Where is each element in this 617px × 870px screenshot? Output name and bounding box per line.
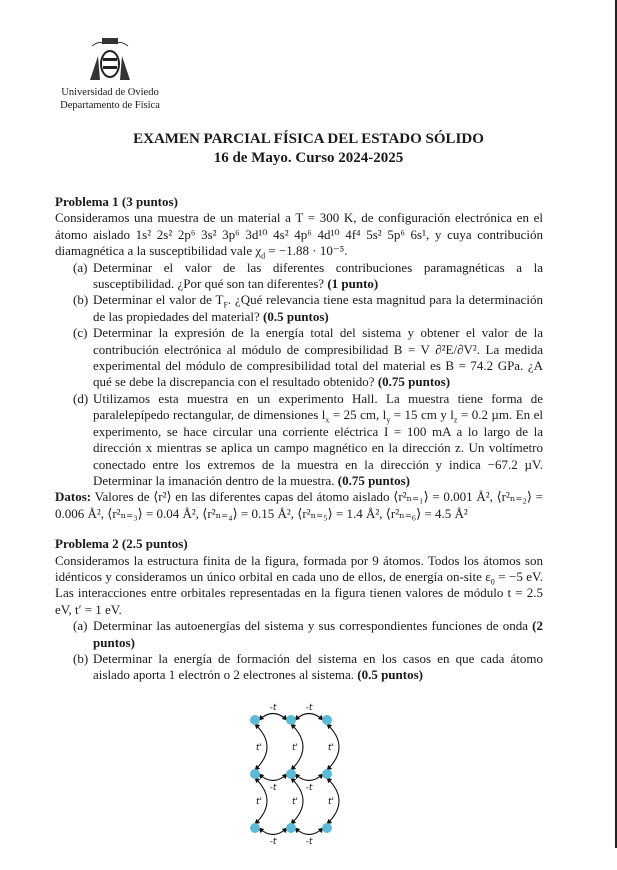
atom-node — [322, 715, 332, 725]
item-points: (1 punto) — [327, 276, 379, 292]
department-name: Departamento de Física — [60, 100, 160, 111]
institution-info — [40, 86, 180, 112]
problem-2-item-b — [55, 651, 543, 684]
problem-1-data — [55, 489, 543, 522]
subscript: F — [223, 301, 228, 311]
exam-title-line2: 16 de Mayo. Curso 2024-2025 — [213, 150, 404, 166]
hopping-t-label: -t — [269, 836, 277, 847]
item-points: (0.75 puntos) — [337, 472, 410, 488]
hopping-t-arc — [295, 774, 323, 781]
item-label: (d) — [73, 390, 89, 406]
hopping-t-arc — [259, 774, 287, 781]
page-header — [40, 36, 180, 112]
item-points: (0.5 puntos) — [357, 667, 423, 683]
atom-node — [250, 715, 260, 725]
problem-1-item-c — [55, 325, 543, 391]
university-name: Universidad de Oviedo — [61, 87, 159, 98]
item-label: (b) — [73, 292, 89, 308]
item-label: (a) — [73, 618, 88, 634]
problem-1-item-d — [55, 391, 543, 489]
item-text: Determinar las autoenergías del sistema y sus correspondientes funciones de onda — [93, 618, 533, 634]
hopping-tprime-label: t' — [327, 742, 335, 753]
problem-1-intro — [55, 210, 543, 259]
hopping-t-arc — [295, 828, 323, 835]
atom-node — [286, 769, 296, 779]
subscript: d — [261, 251, 266, 261]
problem-2-item-a — [55, 618, 543, 651]
data-label: Datos: — [55, 489, 92, 505]
problem-2-heading: Problema 2 (2.5 puntos) — [55, 536, 188, 552]
hopping-t-label: -t — [305, 702, 313, 713]
exam-title — [0, 130, 617, 168]
hopping-t-label: -t — [269, 782, 277, 793]
atom-lattice-diagram — [240, 700, 370, 850]
intro-text: = −1.88 · 10⁻⁵. — [265, 243, 348, 259]
data-text: Valores de ⟨r²⟩ en las diferentes capas del átomo aislado ⟨r²ₙ₌₁⟩ = 0.001 Å², ⟨r²ₙ₌₂⟩ = 0.006 Å², ⟨r²ₙ₌₃⟩ = 0.04 Å², ⟨r²ₙ₌₄⟩ = 0.15 Å², ⟨r²ₙ₌₅⟩ = 1.4 Å², ⟨r²ₙ₌₆⟩ = 4.5 Å² — [55, 489, 543, 521]
atom-node — [250, 823, 260, 833]
atom-node — [250, 769, 260, 779]
problem-2-intro — [55, 553, 543, 619]
hopping-t-label: -t — [269, 702, 277, 713]
problem-1-heading: Problema 1 (3 puntos) — [55, 194, 178, 209]
subscript: x — [325, 415, 330, 425]
item-text: Determinar la expresión de la energía total del sistema y obtener el valor de la contribución electrónica al módulo de compresibilidad B = V ∂²E/∂V². La medida experimental del módulo de compresibilidad total del material es B = 74.2 GPa. ¿A qué se debe la discrepancia con el resultado obtenido? — [93, 325, 543, 390]
subscript: 0 — [490, 577, 495, 587]
subscript: y — [386, 415, 391, 425]
item-label: (b) — [73, 650, 89, 666]
subscript: z — [453, 415, 458, 425]
item-text: Determinar el valor de T — [93, 292, 224, 308]
hopping-t-arc — [295, 713, 323, 720]
item-text: Utilizamos esta muestra en un experimento Hall. La muestra tiene forma de paralelepípedo rectangular, de dimensiones l — [93, 390, 543, 423]
atom-node — [286, 823, 296, 833]
problem-1 — [55, 194, 543, 522]
intro-text: Consideramos la estructura finita de la figura, formada por 9 átomos. Todos los átomos son idénticos y consideramos un único orbital en cada uno de ellos, de energía on-site ε — [55, 552, 543, 584]
item-text: = 0.2 µm. En el experimento, se hace circular una corriente eléctrica I = 100 mA a lo largo de la dirección x mientras se aplica un campo magnético en la dirección z. Un voltímetro conectado entre los extremos de la muestra en la dirección y indica −67.2 µV. Determinar la imanación dentro de la muestra. — [93, 407, 544, 488]
hopping-tprime-label: t' — [291, 796, 299, 807]
hopping-t-arc — [259, 828, 287, 835]
hopping-t-arc — [259, 713, 287, 720]
item-label: (c) — [73, 325, 88, 341]
hopping-tprime-label: t' — [255, 796, 263, 807]
item-points: (2 puntos) — [93, 618, 543, 650]
atom-node — [322, 823, 332, 833]
intro-text: Consideramos una muestra de un material a T = 300 K, de configuración electrónica en el átomo aislado 1s² 2s² 2p⁶ 3s² 3p⁶ 3d¹⁰ 4s² 4p⁶ 4d¹⁰ 4f⁴ 5s² 5p⁶ 6s¹, y cuya contribución diamagnética a la susceptibilidad vale χ — [55, 210, 543, 259]
atom-node — [286, 715, 296, 725]
hopping-tprime-label: t' — [327, 796, 335, 807]
atom-node — [322, 769, 332, 779]
item-text: Determinar el valor de las diferentes contribuciones paramagnéticas a la susceptibilidad. ¿Por qué son tan diferentes? — [93, 259, 543, 292]
hopping-t-label: -t — [305, 782, 313, 793]
hopping-tprime-label: t' — [255, 742, 263, 753]
item-text: = 25 cm, l — [329, 407, 387, 423]
hopping-tprime-label: t' — [291, 742, 299, 753]
problem-2 — [55, 536, 543, 684]
item-points: (0.75 puntos) — [377, 374, 451, 390]
problem-1-item-a — [55, 260, 543, 293]
item-points: (0.5 puntos) — [263, 308, 329, 324]
exam-title-line1: EXAMEN PARCIAL FÍSICA DEL ESTADO SÓLIDO — [133, 131, 484, 147]
item-text: = 15 cm y l — [390, 407, 454, 423]
university-seal-logo — [80, 36, 140, 84]
item-text: . ¿Qué relevancia tiene esta magnitud para la determinación de las propiedades del material? — [93, 292, 543, 324]
scan-edge — [613, 0, 617, 848]
intro-text: = −5 eV. Las interacciones entre orbitales representadas en la figura tienen valores de módulo t = 2.5 eV, t′ = 1 eV. — [55, 568, 543, 617]
hopping-t-label: -t — [305, 836, 313, 847]
item-label: (a) — [73, 259, 88, 275]
problem-1-item-b — [55, 292, 543, 325]
item-text: Determinar la energía de formación del sistema en los casos en que cada átomo aislado aporta 1 electrón o 2 electrones al sistema. — [93, 650, 543, 683]
